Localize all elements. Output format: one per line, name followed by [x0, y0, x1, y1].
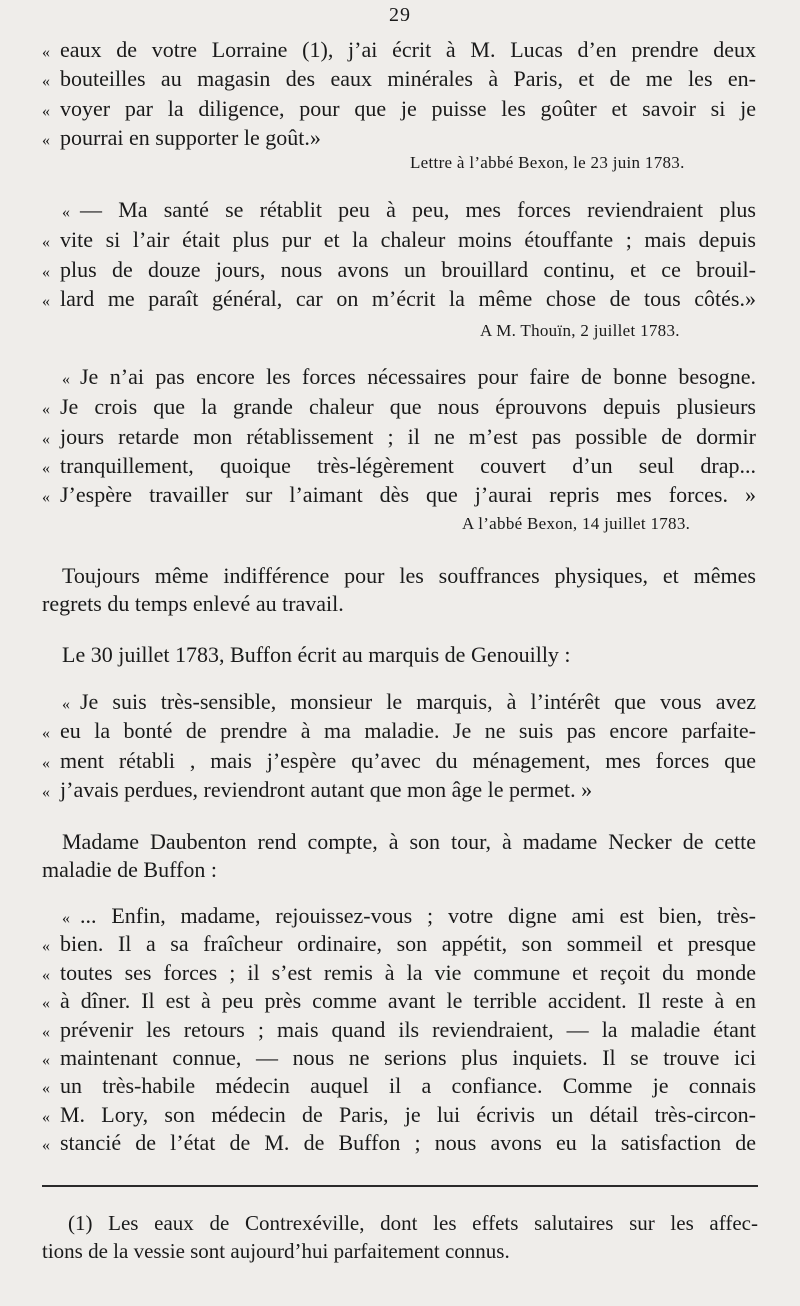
- text-line: [42, 424, 756, 453]
- line-text: bien. Il a sa fraîcheur ordinaire, son appétit, son sommeil et presque: [60, 931, 756, 956]
- line-text: stancié de l’état de M. de Buffon ; nous avons eu la satisfaction de: [60, 1130, 756, 1155]
- text-line: [42, 777, 756, 806]
- line-text: jours retarde mon rétablissement ; il ne m’est pas possible de dormir: [60, 424, 756, 449]
- footnote-rule: [42, 1185, 758, 1187]
- line-text: plus de douze jours, nous avons un brouillard continu, et ce brouil-: [60, 257, 756, 282]
- text-line: [42, 286, 756, 315]
- line-text: Je n’ai pas encore les forces nécessaires pour faire de bonne besogne.: [80, 364, 756, 389]
- line-text: tranquillement, quoique très-légèrement couvert d’un seul drap...: [60, 453, 756, 478]
- quote-mark: «: [42, 401, 50, 418]
- text-line: [42, 931, 756, 960]
- line-text: à dîner. Il est à peu près comme avant le terrible accident. Il reste à en: [60, 988, 756, 1013]
- quote-mark: «: [42, 431, 50, 448]
- quote-mark: «: [42, 44, 50, 61]
- text-line: [42, 718, 756, 747]
- text-line: [42, 1017, 756, 1046]
- quote-mark: «: [62, 696, 70, 713]
- quote-mark: «: [42, 967, 50, 984]
- quote-mark: «: [42, 1109, 50, 1126]
- text-line: [42, 988, 756, 1017]
- line-text: toutes ses forces ; il s’est remis à la vie commune et reçoit du monde: [60, 960, 756, 985]
- quote-mark: «: [42, 264, 50, 281]
- line-text: j’avais perdues, reviendront autant que mon âge le permet. »: [60, 777, 593, 802]
- quote-mark: «: [42, 293, 50, 310]
- text-line: [62, 364, 756, 393]
- quote-mark: «: [42, 1052, 50, 1069]
- quote-mark: «: [42, 725, 50, 742]
- line-text: bouteilles au magasin des eaux minérales à Paris, et de me les en-: [60, 66, 756, 91]
- quote-mark: «: [42, 784, 50, 801]
- quote-mark: «: [42, 1024, 50, 1041]
- quote-mark: «: [62, 371, 70, 388]
- letter-source: A M. Thouïn, 2 juillet 1783.: [480, 321, 680, 340]
- text-line: [42, 453, 756, 482]
- line-text: J’espère travailler sur l’aimant dès que j’aurai repris mes forces. »: [60, 482, 756, 507]
- line-text: eu la bonté de prendre à ma maladie. Je ne suis pas encore parfaite-: [60, 718, 756, 743]
- quote-mark: «: [42, 489, 50, 506]
- text-line: [42, 257, 756, 286]
- quote-mark: «: [62, 204, 70, 221]
- line-text: M. Lory, son médecin de Paris, je lui écrivis un détail très-circon-: [60, 1102, 756, 1127]
- quote-mark: «: [42, 460, 50, 477]
- footnote-line: (1) Les eaux de Contrexéville, dont les effets salutaires sur les affec-: [68, 1211, 758, 1235]
- quote-mark: «: [42, 995, 50, 1012]
- quote-mark: «: [62, 910, 70, 927]
- line-text: eaux de votre Lorraine (1), j’ai écrit à M. Lucas d’en prendre deux: [60, 37, 756, 62]
- text-line: Toujours même indifférence pour les souffrances physiques, et mêmes: [62, 563, 756, 588]
- quote-mark: «: [42, 1080, 50, 1097]
- text-line: [42, 482, 756, 511]
- line-text: Je suis très-sensible, monsieur le marquis, à l’intérêt que vous avez: [80, 689, 756, 714]
- text-line: [42, 394, 756, 423]
- quote-mark: «: [42, 755, 50, 772]
- text-line: [42, 1045, 756, 1074]
- footnote-line: tions de la vessie sont aujourd’hui parfaitement connus.: [42, 1239, 510, 1263]
- text-line: [42, 748, 756, 777]
- text-line: [62, 689, 756, 718]
- text-line: [42, 1073, 756, 1102]
- quote-mark: «: [42, 73, 50, 90]
- text-line: [42, 125, 756, 154]
- line-text: vite si l’air était plus pur et la chaleur moins étouffante ; mais depuis: [60, 227, 756, 252]
- quote-mark: «: [42, 234, 50, 251]
- text-line: [42, 1130, 756, 1159]
- text-line: [62, 903, 756, 932]
- line-text: un très-habile médecin auquel il a confiance. Comme je connais: [60, 1073, 756, 1098]
- line-text: Je crois que la grande chaleur que nous éprouvons depuis plusieurs: [60, 394, 756, 419]
- line-text: prévenir les retours ; mais quand ils reviendraient, — la maladie étant: [60, 1017, 756, 1042]
- line-text: voyer par la diligence, pour que je puisse les goûter et savoir si je: [60, 96, 756, 121]
- quote-mark: «: [42, 1137, 50, 1154]
- line-text: ment rétabli , mais j’espère qu’avec du ménagement, mes forces que: [60, 748, 756, 773]
- text-line: Madame Daubenton rend compte, à son tour, à madame Necker de cette: [62, 829, 756, 854]
- line-text: — Ma santé se rétablit peu à peu, mes forces reviendraient plus: [80, 197, 756, 222]
- line-text: lard me paraît général, car on m’écrit la même chose de tous côtés.»: [60, 286, 756, 311]
- text-line: Le 30 juillet 1783, Buffon écrit au marquis de Genouilly :: [62, 642, 571, 667]
- text-line: [42, 37, 756, 66]
- line-text: pourrai en supporter le goût.»: [60, 125, 321, 150]
- text-line: [42, 960, 756, 989]
- text-line: maladie de Buffon :: [42, 857, 217, 882]
- quote-mark: «: [42, 132, 50, 149]
- text-line: [42, 96, 756, 125]
- letter-source: Lettre à l’abbé Bexon, le 23 juin 1783.: [410, 153, 685, 172]
- quote-mark: «: [42, 938, 50, 955]
- text-line: [42, 1102, 756, 1131]
- text-line: [42, 227, 756, 256]
- line-text: ... Enfin, madame, rejouissez-vous ; votre digne ami est bien, très-: [80, 903, 756, 928]
- page-number: 29: [389, 4, 411, 26]
- text-line: [62, 197, 756, 226]
- letter-source: A l’abbé Bexon, 14 juillet 1783.: [462, 514, 691, 533]
- quote-mark: «: [42, 103, 50, 120]
- text-line: [42, 66, 756, 95]
- text-line: regrets du temps enlevé au travail.: [42, 591, 344, 616]
- line-text: maintenant connue, — nous ne serions plus inquiets. Il se trouve ici: [60, 1045, 756, 1070]
